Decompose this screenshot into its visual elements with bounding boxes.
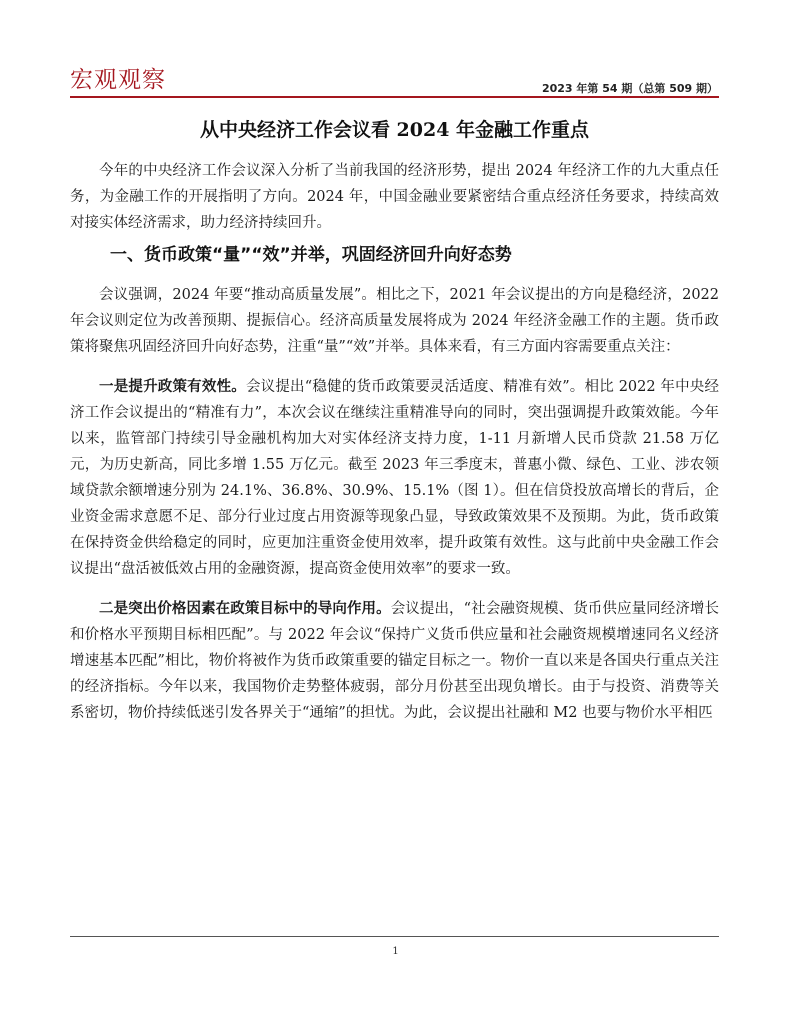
- point-two-lead: 二是突出价格因素在政策目标中的导向作用。: [99, 601, 391, 617]
- point-one-lead: 一是提升政策有效性。: [99, 379, 246, 395]
- point-two-paragraph: [70, 596, 719, 726]
- intro-paragraph: 今年的中央经济工作会议深入分析了当前我国的经济形势，提出 2024 年经济工作的九大重点任务，为金融工作的开展指明了方向。2024 年，中国金融业要紧密结合重点经济任务要求，持续高效对接实体经济需求，助力经济持续回升。: [70, 163, 719, 231]
- article-body: [70, 158, 719, 726]
- header-rule: [70, 96, 719, 98]
- publication-brand: 宏观观察: [70, 67, 166, 93]
- point-one-body: 会议提出“稳健的货币政策要灵活适度、精准有效”。相比 2022 年中央经济工作会议提出的“精准有力”，本次会议在继续注重精准导向的同时，突出强调提升政策效能。今年以来，监管部门持续引导金融机构加大对实体经济支持力度，1-11 月新增人民币贷款 21.58 万亿元，为历史新高，同比多增 1.55 万亿元。截至 2023 年三季度末，普惠小微、绿色、工业、涉农领域贷款余额增速分别为 24.1%、36.8%、30.9%、15.1%（图 1）。但在信贷投放高增长的背后，企业资金需求意愿不足、部分行业过度占用资源等现象凸显，导致政策效果不及预期。为此，货币政策在保持资金供给稳定的同时，应更加注重资金使用效率，提升政策有效性。这与此前中央金融工作会议提出“盘活被低效占用的金融资源，提高资金使用效率”的要求一致。: [70, 379, 719, 577]
- page-number: 1: [392, 946, 399, 957]
- issue-number: 2023 年第 54 期（总第 509 期）: [541, 82, 718, 95]
- point-two-body: 会议提出，“社会融资规模、货币供应量同经济增长和价格水平预期目标相匹配”。与 2022 年会议“保持广义货币供应量和社会融资规模增速同名义经济增速基本匹配”相比，物价将被作为货币政策重要的锚定目标之一。物价一直以来是各国央行重点关注的经济指标。今年以来，我国物价走势整体疲弱，部分月份甚至出现负增长。由于与投资、消费等关系密切，物价持续低迷引发各界关于“通缩”的担忧。为此，会议提出社融和 M2 也要与物价水平相匹: [70, 601, 719, 721]
- section-paragraph: 会议强调，2024 年要“推动高质量发展”。相比之下，2021 年会议提出的方向是稳经济，2022 年会议则定位为改善预期、提振信心。经济高质量发展将成为 2024 年经济金融工作的主题。货币政策将聚焦巩固经济回升向好态势，注重“量”“效”并举。具体来看，有三方面内容需要重点关注：: [70, 287, 719, 355]
- point-one-paragraph: [70, 374, 719, 582]
- footer-rule: [70, 936, 719, 937]
- section-heading: 一、货币政策“量”“效”并举，巩固经济回升向好态势: [110, 245, 512, 265]
- article-title: 从中央经济工作会议看 2024 年金融工作重点: [199, 119, 590, 141]
